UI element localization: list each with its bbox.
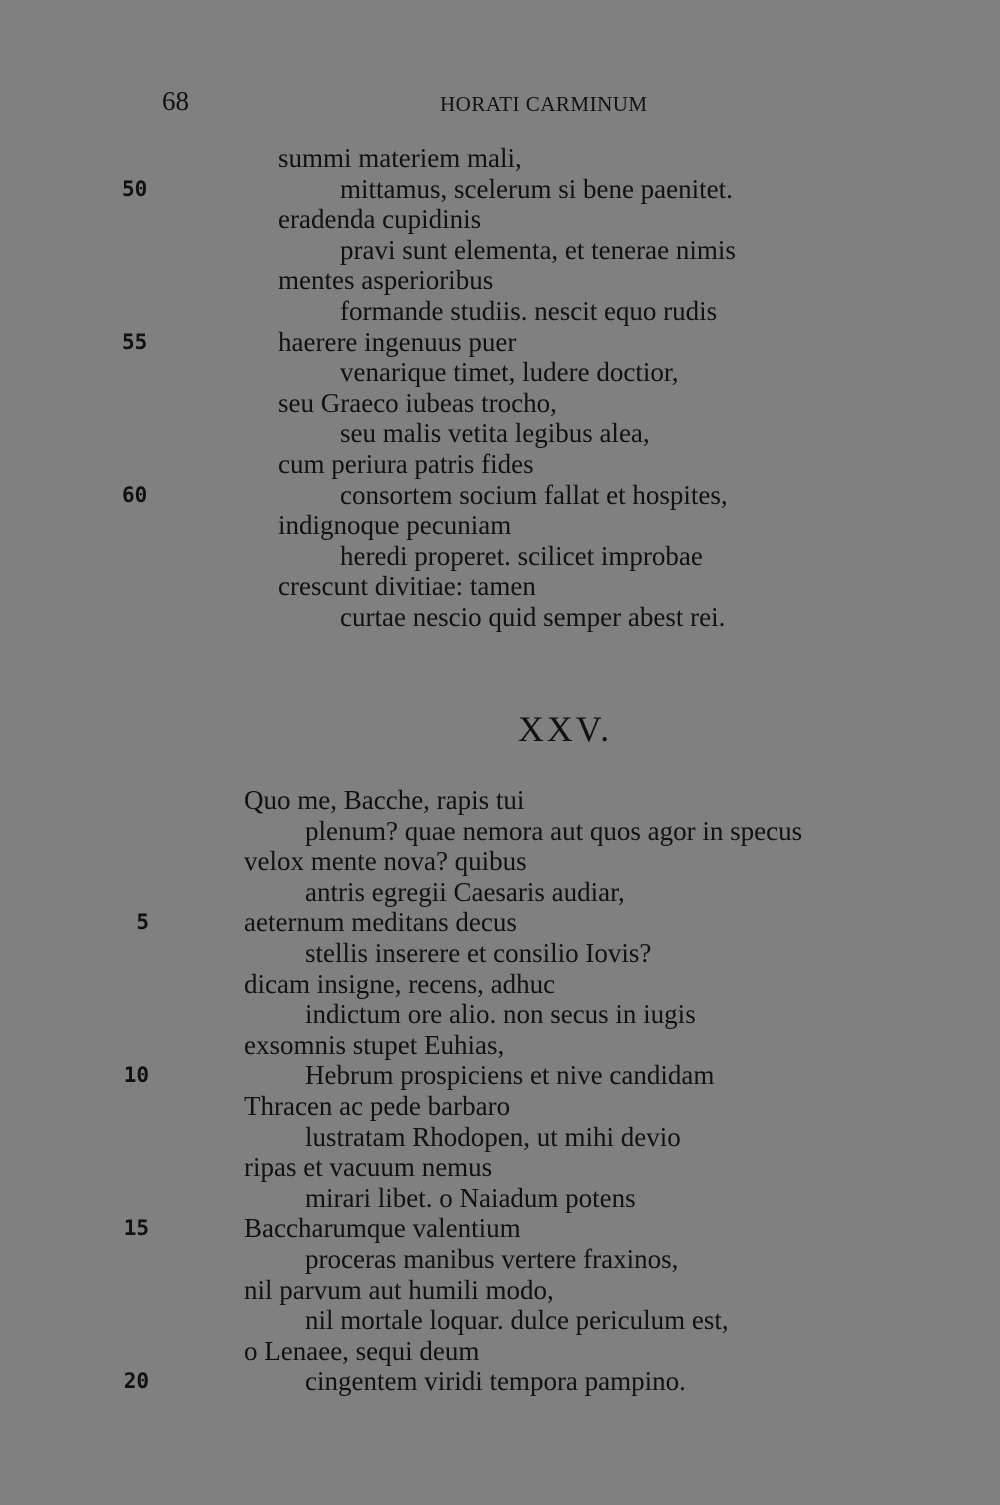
- verse-line: [0, 357, 1000, 388]
- line-number: 60: [122, 482, 148, 507]
- verse-text: dicam insigne, recens, adhuc: [244, 968, 556, 999]
- verse-text: venarique timet, ludere doctior,: [340, 357, 679, 388]
- verse-line: [0, 1244, 1000, 1275]
- verse-line: [0, 816, 1000, 847]
- verse-line: [0, 1305, 1000, 1336]
- verse-line: [0, 999, 1000, 1030]
- verse-text: ripas et vacuum nemus: [244, 1152, 493, 1183]
- verse-line: [0, 480, 1000, 511]
- verse-text: indignoque pecuniam: [278, 510, 512, 541]
- line-number: 15: [123, 1216, 149, 1241]
- verse-line: [0, 143, 1000, 174]
- verse-text: seu malis vetita legibus alea,: [340, 418, 650, 449]
- verse-line: [0, 510, 1000, 541]
- verse-line: [0, 418, 1000, 449]
- verse-text: crescunt divitiae: tamen: [278, 571, 536, 602]
- page-number: 68: [162, 86, 189, 116]
- line-number: 5: [136, 910, 149, 935]
- verse-line: [0, 235, 1000, 266]
- verse-line: [0, 174, 1000, 205]
- verse-line: [0, 1060, 1000, 1091]
- verse-line: [0, 296, 1000, 327]
- verse-line: [0, 327, 1000, 358]
- verse-line: [0, 1275, 1000, 1306]
- verse-text: antris egregii Caesaris audiar,: [305, 876, 625, 907]
- ode-title: XXV.: [517, 709, 613, 749]
- verse-text: consortem socium fallat et hospites,: [340, 479, 728, 510]
- running-title: HORATI CARMINUM: [440, 92, 648, 116]
- verse-line: [0, 1183, 1000, 1214]
- line-number: 50: [122, 176, 148, 201]
- verse-line: [0, 571, 1000, 602]
- verse-text: nil parvum aut humili modo,: [244, 1274, 554, 1305]
- verse-text: Baccharumque valentium: [244, 1213, 521, 1244]
- verse-line: [0, 907, 1000, 938]
- verse-line: [0, 602, 1000, 633]
- ode-previous-text: [0, 143, 1000, 633]
- verse-line: [0, 388, 1000, 419]
- verse-line: [0, 1091, 1000, 1122]
- verse-text: indictum ore alio. non secus in iugis: [305, 999, 696, 1030]
- verse-text: aeternum meditans decus: [244, 907, 517, 938]
- verse-line: [0, 1152, 1000, 1183]
- verse-line: [0, 1213, 1000, 1244]
- verse-line: [0, 449, 1000, 480]
- verse-line: [0, 846, 1000, 877]
- ode-xxv-text: [0, 785, 1000, 1397]
- verse-line: [0, 265, 1000, 296]
- verse-line: [0, 877, 1000, 908]
- verse-line: [0, 1366, 1000, 1397]
- verse-text: mirari libet. o Naiadum potens: [305, 1182, 636, 1213]
- verse-text: haerere ingenuus puer: [278, 326, 517, 357]
- line-number: 10: [123, 1063, 149, 1088]
- verse-line: [0, 541, 1000, 572]
- verse-text: cum periura patris fides: [278, 448, 534, 479]
- verse-text: heredi properet. scilicet improbae: [340, 540, 703, 571]
- verse-text: mittamus, scelerum si bene paenitet.: [340, 173, 733, 204]
- verse-text: Hebrum prospiciens et nive candidam: [305, 1060, 715, 1091]
- verse-text: stellis inserere et consilio Iovis?: [305, 937, 652, 968]
- verse-line: [0, 1122, 1000, 1153]
- verse-text: nil mortale loquar. dulce periculum est,: [305, 1305, 729, 1336]
- verse-text: lustratam Rhodopen, ut mihi devio: [305, 1121, 681, 1152]
- line-number: 20: [123, 1369, 149, 1394]
- verse-text: o Lenaee, sequi deum: [244, 1335, 480, 1366]
- verse-text: plenum? quae nemora aut quos agor in specus: [305, 815, 803, 846]
- verse-text: cingentem viridi tempora pampino.: [305, 1366, 686, 1397]
- verse-text: curtae nescio quid semper abest rei.: [340, 601, 726, 632]
- verse-line: [0, 785, 1000, 816]
- verse-text: mentes asperioribus: [278, 265, 494, 296]
- line-number: 55: [122, 329, 148, 354]
- verse-line: [0, 969, 1000, 1000]
- verse-text: summi materiem mali,: [278, 143, 522, 173]
- verse-line: [0, 1030, 1000, 1061]
- verse-text: exsomnis stupet Euhias,: [244, 1029, 505, 1060]
- verse-line: [0, 204, 1000, 235]
- verse-text: Thracen ac pede barbaro: [244, 1090, 511, 1121]
- verse-line: [0, 1336, 1000, 1367]
- verse-text: Quo me, Bacche, rapis tui: [244, 785, 525, 815]
- verse-text: eradenda cupidinis: [278, 204, 482, 235]
- verse-text: proceras manibus vertere fraxinos,: [305, 1243, 679, 1274]
- verse-line: [0, 938, 1000, 969]
- verse-text: seu Graeco iubeas trocho,: [278, 387, 557, 418]
- verse-text: formande studiis. nescit equo rudis: [340, 295, 718, 326]
- verse-text: pravi sunt elementa, et tenerae nimis: [340, 234, 736, 265]
- verse-text: velox mente nova? quibus: [244, 846, 527, 877]
